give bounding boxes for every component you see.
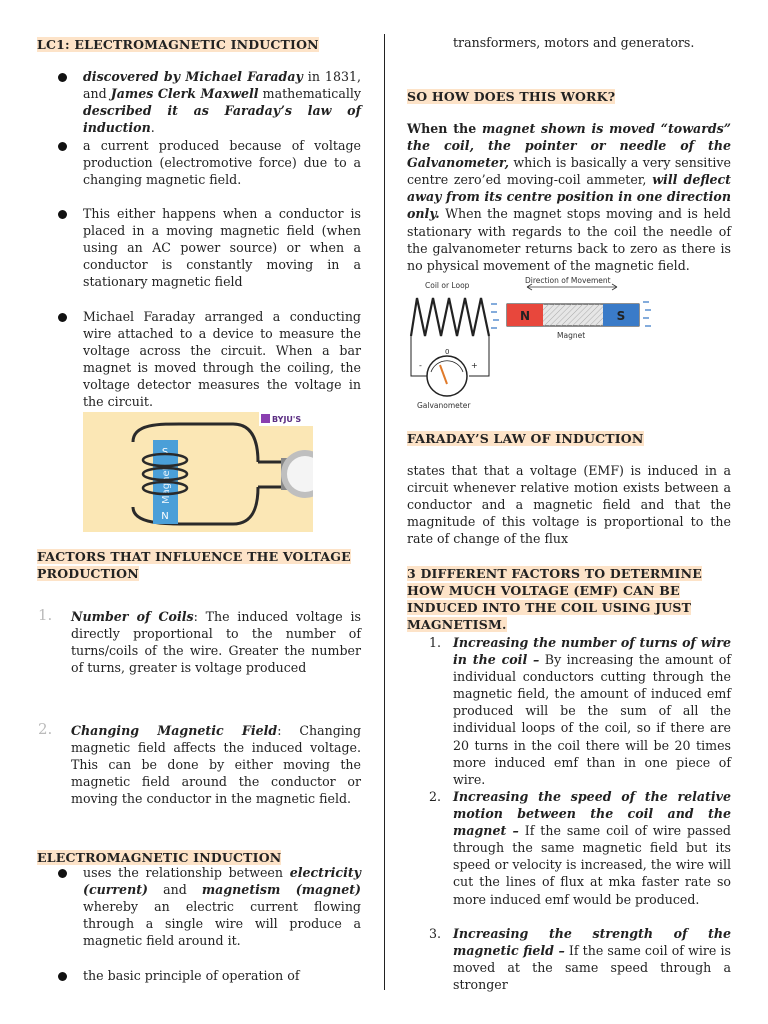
svg-text:N: N — [161, 511, 169, 522]
svg-text:-: - — [419, 361, 422, 370]
bullet-current-produced: a current produced because of voltage production (electromotive force) due to a changing magnetic field. — [37, 137, 361, 188]
factor-changing-field: 2. Changing Magnetic Field: Changing magnetic field affects the induced voltage. This can be done by either moving the magnetic field around the conductor or moving the conductor in the magnetic field. — [38, 720, 361, 807]
heading-em-induction: ELECTROMAGNETIC INDUCTION — [37, 850, 282, 865]
bullet-faraday-arranged: Michael Faraday arranged a conducting wire attached to a device to measure the voltage across the circuit. When a bar magnet is moved through the coiling, the voltage detector measures the voltage in the circuit. — [37, 308, 361, 411]
svg-text:S: S — [616, 309, 626, 323]
svg-text:Coil or Loop: Coil or Loop — [425, 281, 470, 290]
bullet-either-happens: This either happens when a conductor is placed in a moving magnetic field (when using an AC power source) or when a conductor is constantly moving in a stationary magnetic field — [37, 205, 361, 290]
column-divider — [384, 34, 385, 990]
bullet-icon — [58, 142, 67, 151]
heading-how-work: SO HOW DOES THIS WORK? — [407, 89, 616, 104]
svg-text:S: S — [161, 447, 169, 458]
svg-text:Magnet: Magnet — [161, 466, 172, 504]
factor-relative-motion: 2. Increasing the speed of the relative motion between the coil and the magnet – If the same coil of wire passed through the same magnetic field but its speed or velocity is increased, the wire will cut the lines of flux at mka faster rate so more induced emf would be produced. — [429, 789, 731, 907]
bullet-icon — [58, 972, 67, 981]
heading-faraday-law: FARADAY’S LAW OF INDUCTION — [407, 431, 644, 446]
svg-text:BYJU'S: BYJU'S — [272, 415, 302, 424]
how-it-works-paragraph: When the magnet shown is moved “towards” the coil, the pointer or needle of the Galvanometer, which is basically a very sensitive centre zero’ed moving-coil ammeter, will deflect away from its centre position in one direction only. When the magnet stops moving and is held stationary with regards to the coil the needle of the galvanometer returns back to zero as there is no physical movement of the magnetic field. — [407, 121, 731, 273]
factor-turns-of-wire: 1. Increasing the number of turns of wire in the coil – By increasing the amount of individual conductors cutting through the magnetic field, the amount of induced emf produced will be the sum of all the individual loops of the coil, so if there are 20 turns in the coil there will be 20 times more induced emf than in one piece of wire. — [429, 635, 732, 787]
bullet-icon — [58, 73, 67, 82]
svg-text:Galvanometer: Galvanometer — [417, 401, 471, 410]
heading-factors: FACTORS THAT INFLUENCE THE VOLTAGE PRODUCTION — [37, 549, 351, 582]
svg-text:+: + — [471, 361, 478, 370]
factor-field-strength: 3. Increasing the strength of the magnetic field – If the same coil of wire is moved at the same speed through a stronger — [429, 926, 731, 993]
svg-text:Direction of Movement: Direction of Movement — [525, 276, 611, 285]
faraday-law-paragraph: states that that a voltage (EMF) is induced in a circuit whenever relative motion exists between a conductor and a magnetic field and that the magnitude of this voltage is proportional to the rate of change of the flux — [407, 463, 731, 547]
bullet-relationship: uses the relationship between electricity (current) and magnetism (magnet) whereby an electric current flowing through a single wire will produce a magnetic field around it. — [37, 864, 361, 949]
bullet-icon — [58, 210, 67, 219]
galvanometer-figure — [407, 276, 667, 412]
heading-three-factors: 3 DIFFERENT FACTORS TO DETERMINE HOW MUCH VOLTAGE (EMF) CAN BE INDUCED INTO THE COIL USING JUST MAGNETISM. — [407, 566, 702, 633]
continuation-text: transformers, motors and generators. — [453, 35, 695, 50]
svg-text:N: N — [519, 309, 531, 323]
svg-text:0: 0 — [445, 348, 450, 356]
bullet-discovered: discovered by Michael Faraday in 1831, and James Clerk Maxwell mathematically described it as Faraday’s law of induction. — [37, 68, 361, 136]
bullet-icon — [58, 869, 67, 878]
factor-number-of-coils: 1. Number of Coils: The induced voltage is directly proportional to the number of turns/coils of the wire. Greater the number of turns, greater is voltage produced — [38, 606, 361, 676]
bullet-basic-principle: the basic principle of operation of — [37, 967, 361, 984]
bullet-icon — [58, 313, 67, 322]
heading-lc1: LC1: ELECTROMAGNETIC INDUCTION — [37, 37, 319, 52]
svg-text:Magnet: Magnet — [557, 331, 586, 340]
faraday-experiment-figure — [83, 412, 313, 532]
